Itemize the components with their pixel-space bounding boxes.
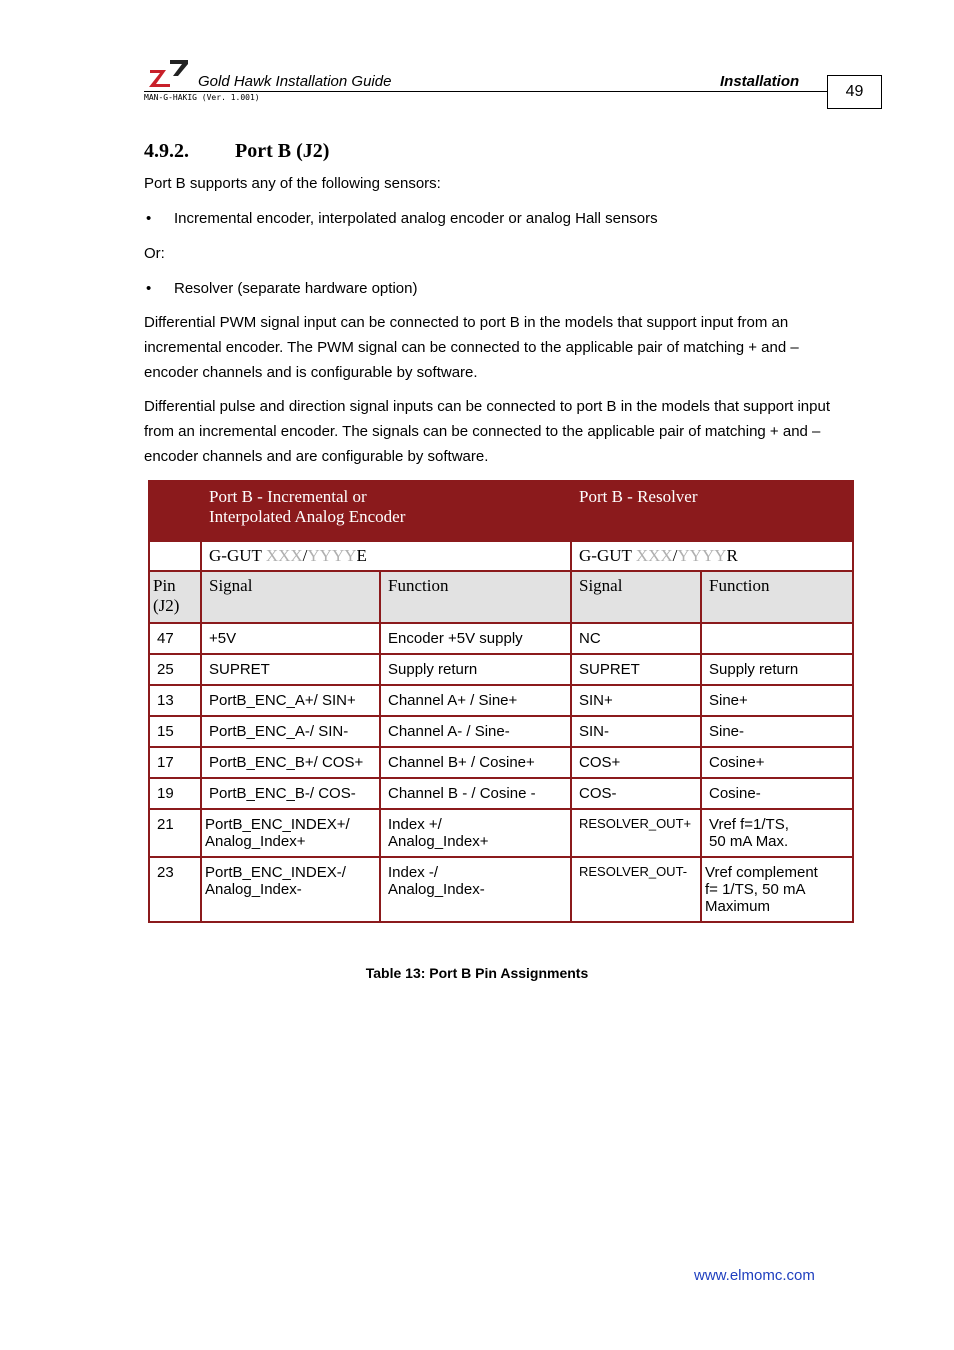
signal-cell: RESOLVER_OUT+ [571,809,701,857]
signal-cell: PortB_ENC_A-/ SIN- [201,716,380,747]
model-placeholder: XXX [635,546,673,565]
intro-paragraph: Port B supports any of the following sensors: [144,175,441,192]
function-cell: Channel A+ / Sine+ [380,685,571,716]
function-cell: Supply return [380,654,571,685]
section-number: 4.9.2. [144,140,189,162]
document-version: MAN-G-HAKIG (Ver. 1.001) [144,93,260,102]
bullet-text: Incremental encoder, interpolated analog encoder or analog Hall sensors [174,210,658,227]
column-header-pin [149,571,201,623]
model-separator: / [302,546,308,565]
table-row [149,747,853,778]
pin-number: 47 [149,623,201,654]
column-header-text: (J2) [153,596,180,615]
model-number-resolver [571,541,853,571]
column-header-function: Function [380,571,571,623]
function-cell [380,857,571,922]
pulse-paragraph: Differential pulse and direction signal inputs can be connected to port B in the models that support input from an incremental encoder. The signals can be connected to the applicable pair of matching + and – encoder channels and are configurable by software. [144,398,830,465]
group-header-line: Port B - Incremental or [209,487,367,506]
signal-cell: SUPRET [201,654,380,685]
signal-cell: RESOLVER_OUT- [571,857,701,922]
model-prefix: G-GUT [579,546,636,565]
model-separator: / [672,546,678,565]
bullet-icon: • [146,280,152,297]
bullet-icon: • [146,210,152,227]
signal-cell: SIN+ [571,685,701,716]
pin-number: 19 [149,778,201,809]
function-cell: Cosine- [701,778,853,809]
function-cell: Channel A- / Sine- [380,716,571,747]
group-header-line: Interpolated Analog Encoder [209,507,406,526]
column-header-function: Function [701,571,853,623]
signal-cell: COS- [571,778,701,809]
group-header-resolver: Port B - Resolver [571,481,853,541]
pin-number: 13 [149,685,201,716]
page-number: 49 [827,75,882,109]
column-header-row [149,571,853,623]
function-text: Analog_Index- [388,881,485,898]
section-heading [144,140,329,163]
signal-text: Analog_Index+ [205,833,306,850]
model-placeholder: YYYY [677,546,727,565]
model-placeholder: YYYY [307,546,357,565]
function-cell: Sine+ [701,685,853,716]
signal-text: PortB_ENC_INDEX+/ [205,816,350,833]
signal-text: PortB_ENC_INDEX-/ [205,864,346,881]
group-header-encoder [201,481,571,541]
function-text: Vref complement [705,864,818,881]
header-divider [144,91,827,92]
function-cell [701,623,853,654]
signal-cell: NC [571,623,701,654]
chapter-name: Installation [720,73,800,90]
bullet-item [144,206,658,231]
signal-cell: SUPRET [571,654,701,685]
function-cell: Encoder +5V supply [380,623,571,654]
function-text: f= 1/TS, 50 mA [705,881,806,898]
function-cell [701,809,853,857]
model-number-encoder [201,541,571,571]
pin-number: 25 [149,654,201,685]
model-suffix: R [726,546,738,565]
pin-number: 23 [149,857,201,922]
pwm-paragraph: Differential PWM signal input can be connected to port B in the models that support input from an incremental encoder. The PWM signal can be connected to the applicable pair of matching + and – encoder channels and is configurable by software. [144,314,799,381]
website-link[interactable]: www.elmomc.com [694,1267,815,1284]
port-b-pin-table [148,480,854,923]
function-text: Analog_Index+ [388,833,489,850]
table-row [149,809,853,857]
function-text: Index -/ [388,864,439,881]
table-group-header [149,481,853,541]
signal-cell: +5V [201,623,380,654]
function-cell: Supply return [701,654,853,685]
function-text: Maximum [705,898,771,915]
column-header-signal: Signal [201,571,380,623]
table-row [149,623,853,654]
bullet-item [144,276,417,301]
pin-number: 15 [149,716,201,747]
table-row [149,654,853,685]
signal-cell: PortB_ENC_B-/ COS- [201,778,380,809]
elmo-logo [148,58,190,88]
column-header-signal: Signal [571,571,701,623]
table-row [149,685,853,716]
model-suffix: E [356,546,367,565]
bullet-text: Resolver (separate hardware option) [174,280,418,297]
pin-number: 17 [149,747,201,778]
signal-cell: SIN- [571,716,701,747]
function-cell: Sine- [701,716,853,747]
table-cell [149,541,201,571]
section-title: Port B (J2) [235,140,330,162]
function-text: 50 mA Max. [709,833,789,850]
document-title: Gold Hawk Installation Guide [198,73,392,90]
function-cell [380,809,571,857]
function-cell [701,857,853,922]
signal-cell: PortB_ENC_A+/ SIN+ [201,685,380,716]
function-cell: Cosine+ [701,747,853,778]
model-row [149,541,853,571]
signal-cell [201,809,380,857]
model-prefix: G-GUT [209,546,266,565]
table-caption: Table 13: Port B Pin Assignments [365,965,589,981]
column-header-text: Pin [153,576,176,595]
function-cell: Channel B+ / Cosine+ [380,747,571,778]
function-cell: Channel B - / Cosine - [380,778,571,809]
model-placeholder: XXX [265,546,303,565]
function-text: Index +/ [388,816,442,833]
pin-number: 21 [149,809,201,857]
signal-text: Analog_Index- [205,881,302,898]
function-text: Vref f=1/TS, [709,816,789,833]
signal-cell [201,857,380,922]
signal-cell: PortB_ENC_B+/ COS+ [201,747,380,778]
table-row [149,716,853,747]
or-paragraph: Or: [144,245,165,262]
signal-cell: COS+ [571,747,701,778]
table-row [149,778,853,809]
table-row [149,857,853,922]
table-corner-cell [149,481,201,541]
